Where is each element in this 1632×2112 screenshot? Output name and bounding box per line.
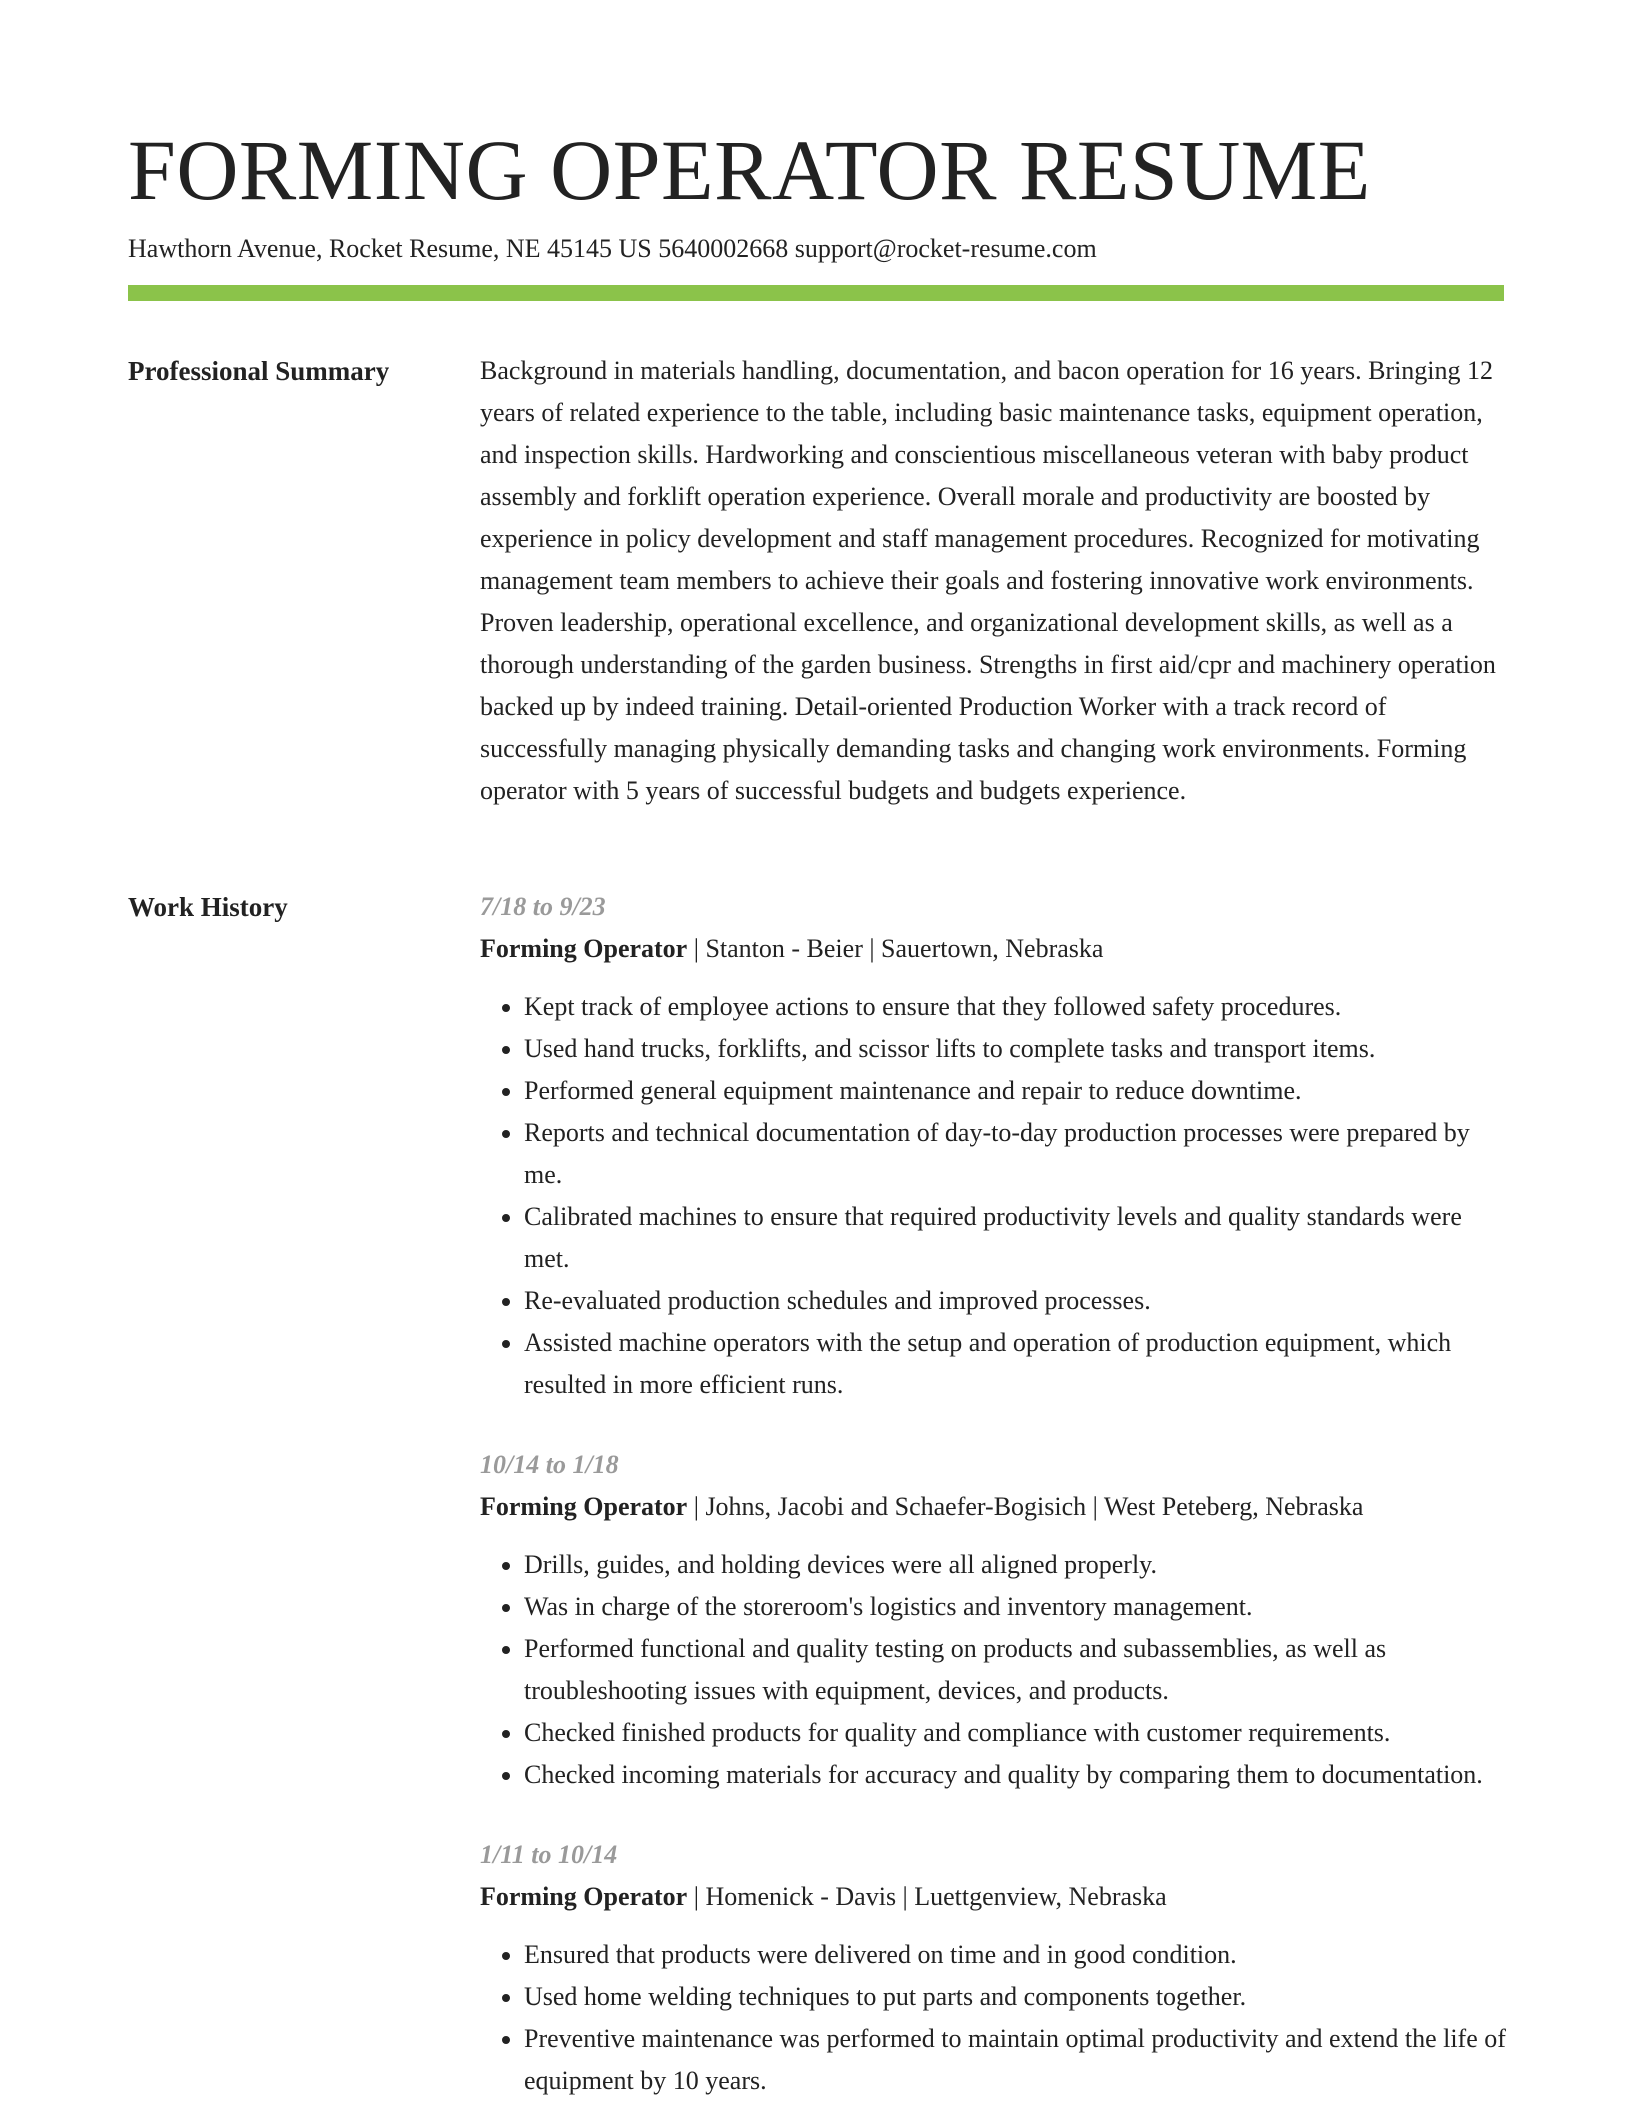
job-employer-location: | Stanton - Beier | Sauertown, Nebraska <box>687 934 1104 963</box>
job-bullet: • Calibrated machines to ensure that required productivity levels and quality standards were met. <box>524 1196 1506 1280</box>
job-title-line <box>480 1486 1506 1528</box>
job-role: Forming Operator <box>480 1882 688 1911</box>
job-bullet: • Ensured that products were delivered on time and in good condition. <box>524 1934 1506 1976</box>
job-employer-location: | Johns, Jacobi and Schaefer-Bogisich | West Peteberg, Nebraska <box>687 1492 1364 1521</box>
job-entry <box>480 886 1506 1406</box>
job-role: Forming Operator <box>480 934 688 963</box>
job-entry <box>480 1834 1506 2102</box>
job-bullets <box>480 986 1506 1406</box>
header-divider <box>128 285 1504 301</box>
job-bullet: • Reports and technical documentation of day-to-day production processes were prepared by me. <box>524 1112 1506 1196</box>
contact-line: Hawthorn Avenue, Rocket Resume, NE 45145 US 5640002668 support@rocket-resume.com <box>128 234 1097 263</box>
job-role: Forming Operator <box>480 1492 688 1521</box>
job-entry <box>480 1444 1506 1796</box>
job-dates: 10/14 to 1/18 <box>480 1450 619 1479</box>
summary-text: Background in materials handling, documentation, and bacon operation for 16 years. Bringing 12 years of related experience to the table, including basic maintenance tasks, equipment operation, and inspection skills. Hardworking and conscientious miscellaneous veteran with baby product assembly and forklift operation experience. Overall morale and productivity are boosted by experience in policy development and staff management procedures. Recognized for motivating management team members to achieve their goals and fostering innovative work environments. Proven leadership, operational excellence, and organizational development skills, as well as a thorough understanding of the garden business. Strengths in first aid/cpr and machinery operation backed up by indeed training. Detail-oriented Production Worker with a track record of successfully managing physically demanding tasks and changing work environments. Forming operator with 5 years of successful budgets and budgets experience. <box>480 356 1496 805</box>
job-title-line <box>480 1876 1506 1918</box>
job-bullet: • Checked finished products for quality and compliance with customer requirements. <box>524 1712 1506 1754</box>
job-bullet: • Used hand trucks, forklifts, and scissor lifts to complete tasks and transport items. <box>524 1028 1506 1070</box>
job-bullet: • Re-evaluated production schedules and improved processes. <box>524 1280 1506 1322</box>
job-dates: 1/11 to 10/14 <box>480 1840 618 1869</box>
job-bullet: • Used home welding techniques to put parts and components together. <box>524 1976 1506 2018</box>
job-bullet: • Kept track of employee actions to ensure that they followed safety procedures. <box>524 986 1506 1028</box>
job-bullet: • Performed general equipment maintenance and repair to reduce downtime. <box>524 1070 1506 1112</box>
job-bullet: • Performed functional and quality testing on products and subassemblies, as well as troubleshooting issues with equipment, devices, and products. <box>524 1628 1506 1712</box>
job-bullet: • Was in charge of the storeroom's logistics and inventory management. <box>524 1586 1506 1628</box>
job-bullet: • Drills, guides, and holding devices were all aligned properly. <box>524 1544 1506 1586</box>
work-history-list <box>480 886 1506 2102</box>
resume-title: FORMING OPERATOR RESUME <box>128 122 1371 218</box>
job-bullet: • Assisted machine operators with the setup and operation of production equipment, which resulted in more efficient runs. <box>524 1322 1506 1406</box>
job-bullet: • Checked incoming materials for accuracy and quality by comparing them to documentation. <box>524 1754 1506 1796</box>
job-bullets <box>480 1934 1506 2102</box>
job-bullets <box>480 1544 1506 1796</box>
job-bullet: • Preventive maintenance was performed to maintain optimal productivity and extend the life of equipment by 10 years. <box>524 2018 1506 2102</box>
work-history-heading: Work History <box>128 892 288 922</box>
job-title-line <box>480 928 1506 970</box>
summary-heading: Professional Summary <box>128 356 390 386</box>
job-employer-location: | Homenick - Davis | Luettgenview, Nebraska <box>687 1882 1167 1911</box>
job-dates: 7/18 to 9/23 <box>480 892 606 921</box>
